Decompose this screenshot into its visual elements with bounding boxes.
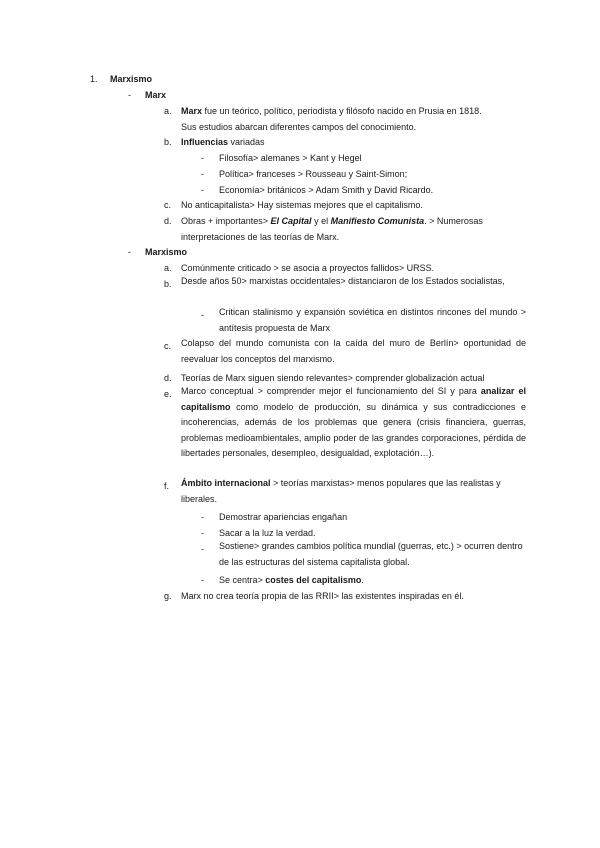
item-ir-theory: Marx no crea teoría propia de las RRII> las existentes inspiradas en él. [181,591,464,601]
sub-dash: - [201,544,204,554]
text: variadas [228,137,265,147]
item-marker: a. [164,106,172,116]
bold-text: analizar el capitalismo [181,386,526,412]
text: > británicos > Adam Smith y David Ricardo. [259,185,434,195]
sub-dash: - [201,528,204,538]
section-title-marxismo: Marxismo [145,247,188,257]
work-title-capital: El Capital [270,216,312,226]
influence-politics [219,168,407,180]
text: Se centra> [219,575,266,585]
work-title-manifesto: Manifiesto Comunista [330,216,425,226]
text: fue un teórico, político, periodista y filósofo nacido en Prusia en 1818. [202,106,482,116]
item-marker: f. [164,481,170,491]
sub-item-stalinism: Critican stalinismo y expansión soviética en distintos rincones del mundo > antítesis propuesta de Marx [219,307,526,333]
sub-dash: - [201,310,204,320]
sub-dash: - [201,153,204,163]
text: Marco conceptual > comprender mejor el funcionamiento del SI y para [181,386,481,396]
bold-text: Marx [181,106,203,116]
sub-dash: - [201,185,204,195]
sub-dash: - [201,169,204,179]
heading-number: 1. [90,74,98,84]
item-marker: d. [164,373,172,383]
label: Economía [219,185,260,195]
sub-item-costs [219,574,364,586]
bold-text: Ámbito internacional [181,478,271,488]
item-western-marxists: Desde años 50> marxistas occidentales> distanciaron de los Estados socialistas, [181,276,505,286]
item-conceptual-framework [181,384,526,462]
text: > teorías marxistas> menos populares que las realistas y liberales. [181,478,501,504]
item-marker: b. [164,137,172,147]
label: Filosofía [219,153,254,163]
text: como modelo de producción, su dinámica y sus contradicciones e incoherencias, además de los problemas que genera (crisis financiera, guerras, problemas medioambientales, amplio poder de las grandes corporaciones, pérdida de libertades personales, desempleo, desigualdad, explotación…). [181,401,526,459]
text: Obras + importantes> [181,216,271,226]
bold-text: Influencias [181,137,229,147]
item-collapse: Colapso del mundo comunista con la caída del muro de Berlín> oportunidad de reevaluar los conceptos del marxismo. [181,338,526,364]
item-relevance: Teorías de Marx siguen siendo relevantes> comprender globalización actual [181,373,485,383]
item-marker: d. [164,216,172,226]
item-marker: g. [164,591,172,601]
influence-philosophy [219,152,362,164]
item-marker: e. [164,389,172,399]
item-marker: c. [164,341,172,351]
text: > franceses > Rousseau y Saint-Simon; [248,169,408,179]
label: Política [219,169,249,179]
item-marx-bio-line1 [181,105,482,117]
item-international [181,476,531,507]
item-anticapitalist: No anticapitalista> Hay sistemas mejores que el capitalismo. [181,200,423,210]
text: > alemanes > Kant y Hegel [253,153,362,163]
item-marker: c. [164,200,172,210]
influence-economy [219,184,433,196]
item-influences [181,136,265,148]
sub-item-appearances: Demostrar apariencias engañan [219,512,348,522]
text: . > Numerosas [424,216,483,226]
item-marx-bio-line2: Sus estudios abarcan diferentes campos del conocimiento. [181,122,417,132]
item-marker: a. [164,263,172,273]
sub-dash: - [201,512,204,522]
sub-item-global-system: Sostiene> grandes cambios política mundial (guerras, etc.) > ocurren dentro de las estructuras del sistema capitalista global. [219,541,523,567]
item-criticized: Comúnmente criticado > se asocia a proyectos fallidos> URSS. [181,263,435,273]
section-dash: - [128,247,131,257]
section-title-marx: Marx [145,90,167,100]
bold-text: costes del capitalismo [265,575,362,585]
sub-dash: - [201,575,204,585]
sub-item-truth: Sacar a la luz la verdad. [219,528,316,538]
section-dash: - [128,90,131,100]
text: y el [311,216,331,226]
item-works-line2: interpretaciones de las teorías de Marx. [181,232,340,242]
item-marker: b. [164,279,172,289]
heading-title: Marxismo [110,74,153,84]
item-works-line1 [181,215,483,227]
text: . [361,575,364,585]
